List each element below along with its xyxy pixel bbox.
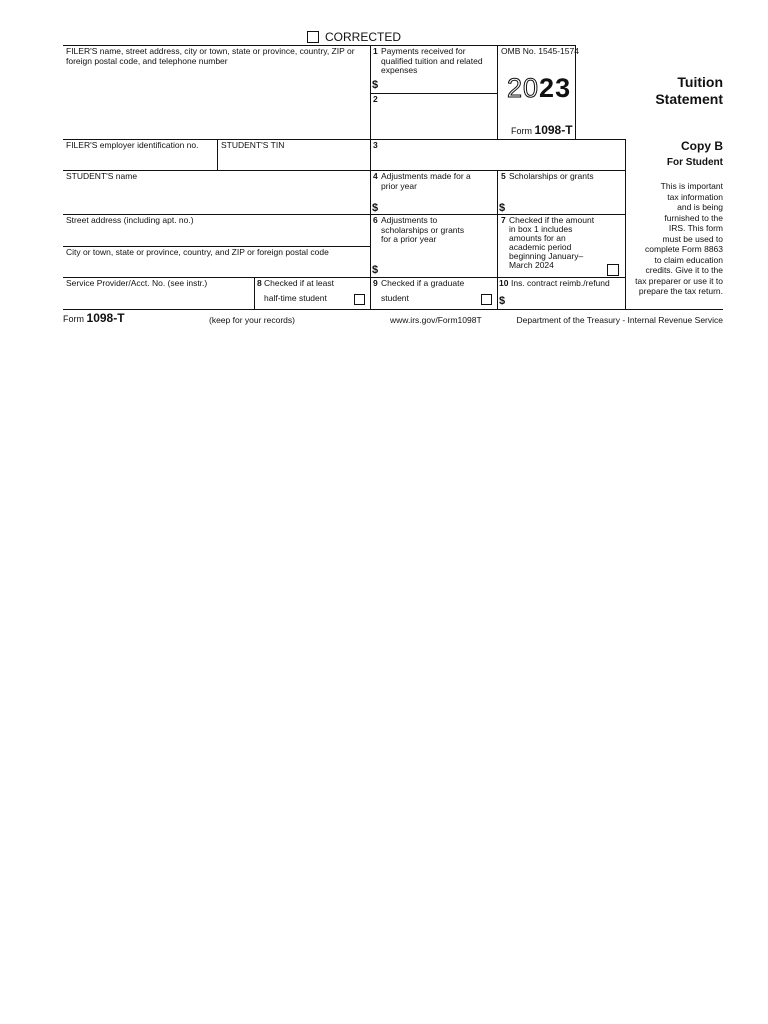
box2-number: 2 xyxy=(373,94,378,104)
student-tin-label: STUDENT'S TIN xyxy=(221,140,285,150)
box9-number: 9 xyxy=(373,278,378,288)
footer-department: Department of the Treasury - Internal Revenue Service xyxy=(516,315,723,325)
form-id-box xyxy=(511,124,573,137)
box4-dollar-sign: $ xyxy=(372,202,379,214)
box5-label: Scholarships or grants xyxy=(509,171,594,181)
box3-number: 3 xyxy=(373,140,378,150)
service-provider-field[interactable] xyxy=(64,290,253,308)
col-line-left xyxy=(370,45,371,309)
box8-label-line2: half-time student xyxy=(264,293,327,303)
footer-form-id xyxy=(63,312,125,325)
filer-name-field[interactable] xyxy=(64,68,368,138)
box6-amount-field[interactable] xyxy=(381,262,495,276)
tax-year-prefix: 20 xyxy=(507,73,540,103)
student-name-label: STUDENT'S name xyxy=(66,171,138,181)
city-label: City or town, state or province, country, and ZIP or foreign postal code xyxy=(66,247,329,257)
box4-label: Adjustments made for a prior year xyxy=(381,171,471,191)
street-address-field[interactable] xyxy=(64,227,368,245)
box1-amount-field[interactable] xyxy=(381,78,495,92)
box10-label: Ins. contract reimb./refund xyxy=(511,278,610,288)
title-tuition: Tuition xyxy=(677,74,723,90)
footer-keep: (keep for your records) xyxy=(209,315,295,325)
box10-dollar-sign: $ xyxy=(499,295,506,307)
filer-name-label: FILER'S name, street address, city or town, state or province, country, ZIP or foreign postal code, and telephone number xyxy=(66,46,355,66)
col-line-omb xyxy=(497,45,498,139)
box7-checkbox[interactable] xyxy=(607,264,619,276)
copy-b-sub: For Student xyxy=(666,157,723,168)
box3-field[interactable] xyxy=(371,141,624,169)
form-number: 1098-T xyxy=(534,123,573,137)
student-name-field[interactable] xyxy=(64,183,368,213)
street-address-label: Street address (including apt. no.) xyxy=(66,215,194,225)
box7-label: Checked if the amount in box 1 includes amounts for an academic period beginning January– March 2024 xyxy=(509,215,595,270)
col-line-box5 xyxy=(497,170,498,309)
box1-box2-divider xyxy=(370,93,497,94)
box1-dollar-sign: $ xyxy=(372,79,379,91)
box10-number: 10 xyxy=(499,278,509,288)
city-field[interactable] xyxy=(64,259,368,276)
col-line-box8 xyxy=(254,277,255,309)
copy-b-label: Copy B xyxy=(681,139,723,153)
box4-number: 4 xyxy=(373,171,378,181)
box6-dollar-sign: $ xyxy=(372,264,379,276)
box8-checkbox[interactable] xyxy=(354,294,365,305)
student-tin-field[interactable] xyxy=(218,152,369,169)
box6-number: 6 xyxy=(373,215,378,225)
box9-label-line2: student xyxy=(381,293,409,303)
filer-ein-label: FILER'S employer identification no. xyxy=(66,140,199,150)
col-line-omb-right xyxy=(575,45,576,139)
corrected-checkbox[interactable] xyxy=(307,31,319,43)
box5-dollar-sign: $ xyxy=(499,202,506,214)
footer-url[interactable]: www.irs.gov/Form1098T xyxy=(390,315,482,325)
box8-number: 8 xyxy=(257,278,262,288)
corrected-label: CORRECTED xyxy=(325,30,402,44)
service-provider-label: Service Provider/Acct. No. (see instr.) xyxy=(66,278,208,288)
box5-amount-field[interactable] xyxy=(509,200,623,213)
copy-b-notice: This is important tax information and is being furnished to the IRS. This form must be used to complete Form 8863 to claim education credits. Give it to the tax preparer or use it to prepare the tax return. xyxy=(635,181,723,296)
box7-number: 7 xyxy=(501,215,506,225)
footer-form-number: 1098-T xyxy=(86,311,125,325)
tax-year-suffix: 23 xyxy=(539,73,572,103)
box5-number: 5 xyxy=(501,171,506,181)
box8-label: Checked if at least xyxy=(264,278,334,288)
filer-ein-field[interactable] xyxy=(64,152,216,169)
footer-form-word: Form xyxy=(63,314,84,324)
box10-amount-field[interactable] xyxy=(509,292,623,307)
tax-year xyxy=(507,73,571,103)
form-bottom-border xyxy=(63,309,723,310)
title-statement: Statement xyxy=(655,91,723,107)
form-word: Form xyxy=(511,126,532,136)
box4-amount-field[interactable] xyxy=(381,200,495,213)
omb-number: OMB No. 1545-1574 xyxy=(501,46,579,56)
box9-label: Checked if a graduate xyxy=(381,278,465,288)
box1-number: 1 xyxy=(373,46,378,56)
box1-label: Payments received for qualified tuition and related expenses xyxy=(381,46,483,75)
box2-field[interactable] xyxy=(381,95,495,137)
box6-label: Adjustments to scholarships or grants for a prior year xyxy=(381,215,465,244)
box9-checkbox[interactable] xyxy=(481,294,492,305)
